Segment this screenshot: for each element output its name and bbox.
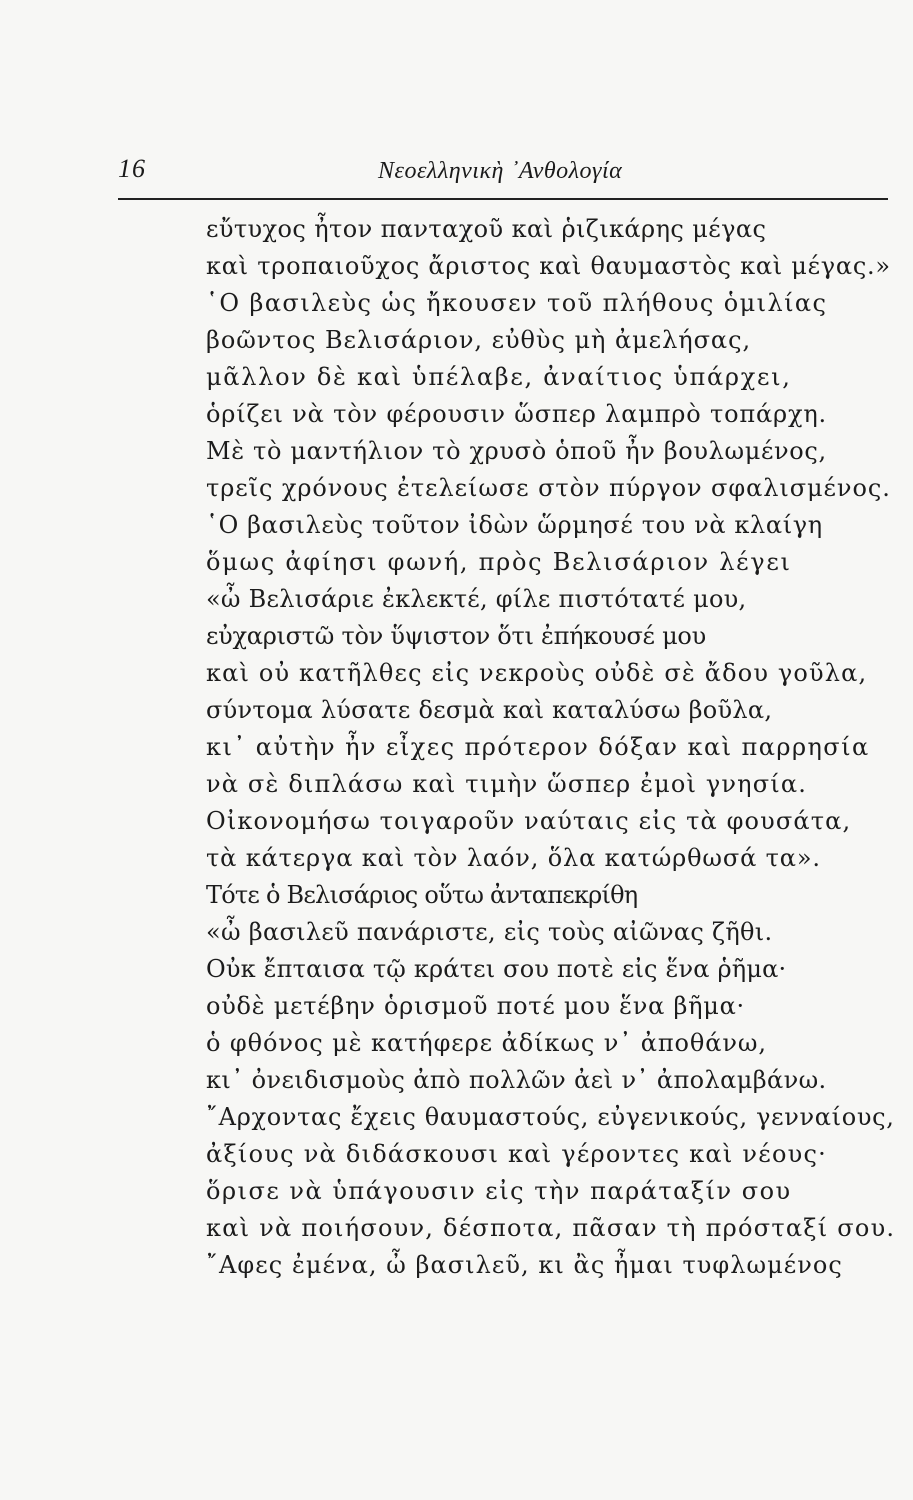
verse-line: Οὐκ ἔπταισα τῷ κράτει σου ποτὲ εἰς ἕνα ῥῆμα· [206, 955, 787, 983]
verse-line: εὔτυχος ἦτον πανταχοῦ καὶ ῥιζικάρης μέγας [206, 215, 767, 243]
header-rule [118, 198, 888, 200]
verse-line: «ὦ Βελισάριε ἐκλεκτέ, φίλε πιστότατέ μου, [206, 585, 747, 613]
verse-line: ῎Αρχοντας ἔχεις θαυμαστούς, εὐγενικούς, γενναίους, [206, 1103, 895, 1131]
verse-line: ῾Ο βασιλεὺς ὡς ἤκουσεν τοῦ πλήθους ὁμιλίας [206, 289, 828, 317]
verse-line: ἀξίους νὰ διδάσκουσι καὶ γέροντες καὶ νέους· [206, 1140, 828, 1168]
verse-line: ὅμως ἀφίησι φωνή, πρὸς Βελισάριον λέγει [206, 548, 792, 576]
verse-line: οὐδὲ μετέβην ὁρισμοῦ ποτέ μου ἕνα βῆμα· [206, 992, 745, 1020]
verse-line: ὁ φθόνος μὲ κατήφερε ἀδίκως ν᾽ ἀποθάνω, [206, 1029, 767, 1057]
verse-line: Τότε ὁ Βελισάριος οὕτω ἀνταπεκρίθη [206, 881, 638, 909]
verse-line: νὰ σὲ διπλάσω καὶ τιμὴν ὥσπερ ἐμοὶ γνησία. [206, 770, 808, 798]
verse-line: κι᾽ ὀνειδισμοὺς ἀπὸ πολλῶν ἀεὶ ν᾽ ἀπολαμβάνω. [206, 1066, 827, 1094]
verse-line: τὰ κάτεργα καὶ τὸν λαόν, ὅλα κατώρθωσά τα». [206, 844, 821, 872]
verse-line: μᾶλλον δὲ καὶ ὑπέλαβε, ἀναίτιος ὑπάρχει, [206, 363, 792, 391]
verse-line: «ὦ βασιλεῦ πανάριστε, εἰς τοὺς αἰῶνας ζῆθι. [206, 918, 773, 946]
verse-line: Μὲ τὸ μαντήλιον τὸ χρυσὸ ὁποῦ ἦν βουλωμένος, [206, 437, 827, 465]
verse-line: καὶ τροπαιοῦχος ἄριστος καὶ θαυμαστὸς καὶ μέγας.» [206, 252, 891, 280]
verse-line: καὶ οὐ κατῆλθες εἰς νεκροὺς οὐδὲ σὲ ἄδου γοῦλα, [206, 659, 868, 687]
verse-line: τρεῖς χρόνους ἐτελείωσε στὸν πύργον σφαλισμένος. [206, 474, 891, 502]
verse-line: εὐχαριστῶ τὸν ὕψιστον ὅτι ἐπήκουσέ μου [206, 622, 706, 650]
verse-line: ῾Ο βασιλεὺς τοῦτον ἰδὼν ὥρμησέ του νὰ κλαίγη [206, 511, 823, 539]
verse-line: ὅρισε νὰ ὑπάγουσιν εἰς τὴν παράταξίν σου [206, 1177, 792, 1205]
verse-line: ῎Αφες ἐμένα, ὦ βασιλεῦ, κι ἂς ἦμαι τυφλωμένος [206, 1251, 843, 1279]
verse-line: κι᾽ αὐτὴν ἦν εἶχες πρότερον δόξαν καὶ παρρησία [206, 733, 870, 761]
running-title: Νεοελληνικὴ ᾽Ανθολογία [378, 158, 623, 184]
verse-line: καὶ νὰ ποιήσουν, δέσποτα, πᾶσαν τὴ πρόσταξί σου. [206, 1214, 896, 1242]
verse-line: βοῶντος Βελισάριον, εὐθὺς μὴ ἀμελήσας, [206, 326, 752, 354]
verse-line: σύντομα λύσατε δεσμὰ καὶ καταλύσω βοῦλα, [206, 696, 773, 724]
page-number: 16 [118, 154, 146, 183]
verse-line: ὁρίζει νὰ τὸν φέρουσιν ὥσπερ λαμπρὸ τοπάρχη. [206, 400, 827, 428]
verse-line: Οἰκονομήσω τοιγαροῦν ναύταις εἰς τὰ φουσάτα, [206, 807, 852, 835]
